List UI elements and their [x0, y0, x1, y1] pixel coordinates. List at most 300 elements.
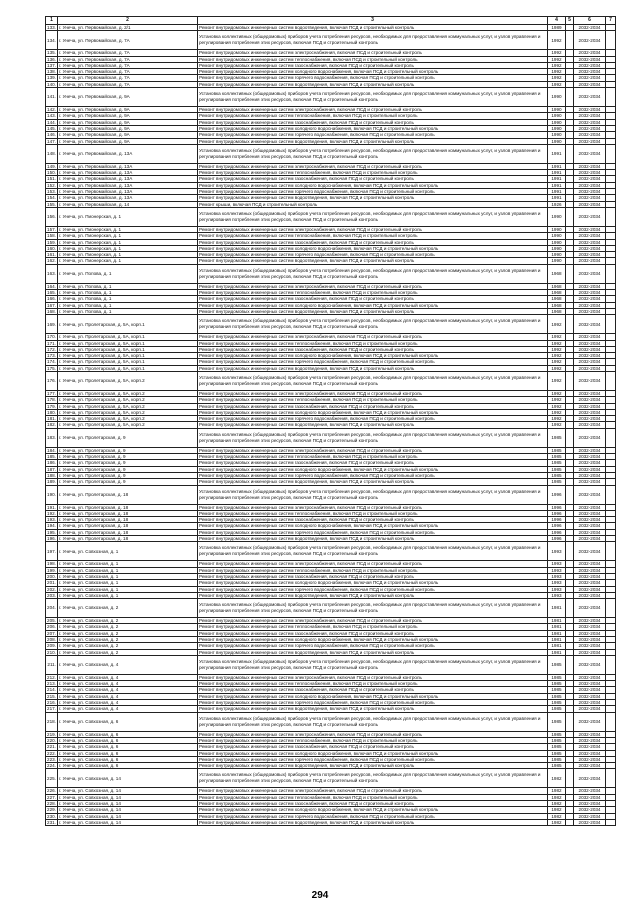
build-year-cell: 1990: [548, 258, 566, 264]
period-cell: 2032-2034: [574, 75, 606, 81]
row-number: 180.: [47, 409, 56, 415]
row-number: 169.: [46, 315, 58, 334]
address-cell: г. Унеча, ул. Первомайская, д. 7А: [58, 81, 198, 87]
row-number: 173.: [47, 353, 56, 359]
build-year-cell: 1981: [548, 643, 566, 649]
empty-cell: [566, 31, 574, 50]
page-number: 294: [311, 890, 329, 901]
build-year-cell: 1996: [548, 536, 566, 542]
work-type-cell: Ремонт внутридомовых инженерных систем горячего водоснабжения, включая ПСД и строительный контроль: [198, 75, 548, 81]
build-year-cell: 1985: [548, 693, 566, 699]
work-type-cell: Ремонт внутридомовых инженерных систем газоснабжения, включая ПСД и строительный контроль: [198, 687, 548, 693]
build-year-cell: 1985: [548, 687, 566, 693]
work-type-cell: Ремонт внутридомовых инженерных систем водоотведения, включая ПСД и строительный контроль: [198, 763, 548, 769]
period-cell: 2032-2034: [574, 706, 606, 712]
work-type-cell: Ремонт внутридомовых инженерных систем теплоснабжения, включая ПСД и строительный контроль: [198, 454, 548, 460]
address-cell: г. Унеча, ул. Попова, д. 1: [58, 290, 198, 296]
work-type-cell: Ремонт внутридомовых инженерных систем холодного водоснабжения, включая ПСД и строительный контроль: [198, 637, 548, 643]
work-type-cell: Ремонт внутридомовых инженерных систем теплоснабжения, включая ПСД и строительный контроль: [198, 56, 548, 62]
work-type-cell: Установка коллективных (общедомовых) приборов учета потребления ресурсов, необходимых для предоставления коммунальных услуг, и узлов управления и регулирования потребления этих ресурсов, включая ПСД и строительный контроль: [198, 315, 548, 334]
address-cell: г. Унеча, ул. Совхозная, д. 6: [58, 756, 198, 762]
header-col-1: 1: [46, 17, 58, 25]
row-number: 175.: [47, 365, 56, 371]
build-year-cell: 1992: [548, 397, 566, 403]
empty-cell: [606, 144, 616, 163]
address-cell: г. Унеча, ул. Совхозная, д. 2: [58, 618, 198, 624]
empty-cell: [566, 769, 574, 788]
address-cell: г. Унеча, ул. Пролетарская, д. 9: [58, 466, 198, 472]
address-cell: г. Унеча, ул. Пролетарская, д. 9: [58, 428, 198, 447]
address-cell: г. Унеча, ул. Первомайская, д. 14: [58, 201, 198, 207]
period-cell: 2032-2034: [574, 813, 606, 819]
address-cell: г. Унеча, ул. Совхозная, д. 6: [58, 737, 198, 743]
row-number: 183.: [46, 428, 58, 447]
period-cell: 2032-2034: [574, 422, 606, 428]
build-year-cell: 1926: [548, 201, 566, 207]
work-type-cell: Ремонт внутридомовых инженерных систем электроснабжения, включая ПСД и строительный контроль: [198, 50, 548, 56]
row-number: 177.: [47, 390, 56, 396]
period-cell: 2032-2034: [574, 315, 606, 334]
period-cell: 2032-2034: [574, 624, 606, 630]
row-number: 167.: [47, 302, 56, 308]
address-cell: г. Унеча, ул. Пролетарская, д. 5А, корп.1: [58, 334, 198, 340]
work-type-cell: Ремонт внутридомовых инженерных систем горячего водоснабжения, включая ПСД и строительный контроль: [198, 643, 548, 649]
empty-cell: [566, 655, 574, 674]
work-type-cell: Ремонт внутридомовых инженерных систем электроснабжения, включая ПСД и строительный контроль: [198, 283, 548, 289]
row-number: 164.: [47, 283, 56, 289]
address-cell: г. Унеча, ул. Пролетарская, д. 18: [58, 517, 198, 523]
row-number: 135.: [47, 50, 56, 56]
work-type-cell: Ремонт внутридомовых инженерных систем электроснабжения, включая ПСД и строительный контроль: [198, 504, 548, 510]
period-cell: 2032-2034: [574, 245, 606, 251]
row-number: 133.: [47, 25, 56, 30]
row-number: 223.: [47, 756, 56, 762]
work-type-cell: Ремонт внутридомовых инженерных систем теплоснабжения, включая ПСД и строительный контроль: [198, 794, 548, 800]
table-row: [46, 428, 616, 447]
build-year-cell: 1992: [548, 56, 566, 62]
build-year-cell: 1991: [548, 176, 566, 182]
build-year-cell: 1992: [548, 359, 566, 365]
header-row: [46, 17, 616, 25]
build-year-cell: 1981: [548, 649, 566, 655]
address-cell: г. Унеча, ул. Первомайская, д. 7А: [58, 62, 198, 68]
table-row: [46, 31, 616, 50]
row-number: 221.: [47, 744, 56, 750]
empty-cell: [606, 31, 616, 50]
row-number: 182.: [47, 422, 56, 428]
table-row: [46, 207, 616, 226]
build-year-cell: 1991: [548, 144, 566, 163]
work-type-cell: Ремонт внутридомовых инженерных систем газоснабжения, включая ПСД и строительный контроль: [198, 630, 548, 636]
build-year-cell: 1985: [548, 466, 566, 472]
row-number: 210.: [47, 649, 56, 655]
work-type-cell: Ремонт внутридомовых инженерных систем водоотведения, включая ПСД и строительный контроль: [198, 819, 548, 825]
period-cell: 2032-2034: [574, 409, 606, 415]
row-number: 225.: [46, 769, 58, 788]
period-cell: 2032-2034: [574, 788, 606, 794]
build-year-cell: 1991: [548, 163, 566, 169]
build-year-cell: 1985: [548, 447, 566, 453]
empty-cell: [606, 819, 616, 825]
empty-cell: [606, 655, 616, 674]
empty-cell: [606, 599, 616, 618]
address-cell: г. Унеча, ул. Совхозная, д. 1: [58, 561, 198, 567]
period-cell: 2032-2034: [574, 359, 606, 365]
row-number: 146.: [47, 132, 56, 138]
row-number: 170.: [47, 334, 56, 340]
address-cell: г. Унеча, ул. Попова, д. 1: [58, 264, 198, 283]
empty-cell: [606, 485, 616, 504]
work-type-cell: Ремонт внутридомовых инженерных систем газоснабжения, включая ПСД и строительный контроль: [198, 801, 548, 807]
period-cell: 2032-2034: [574, 252, 606, 258]
row-number: 165.: [47, 290, 56, 296]
period-cell: 2032-2034: [574, 428, 606, 447]
address-cell: г. Унеча, ул. Пионерская, д. 1: [58, 258, 198, 264]
table-row: [46, 485, 616, 504]
address-cell: г. Унеча, ул. Совхозная, д. 4: [58, 655, 198, 674]
row-number: 174.: [47, 359, 56, 365]
address-cell: г. Унеча, ул. Совхозная, д. 1: [58, 580, 198, 586]
work-type-cell: Ремонт внутридомовых инженерных систем горячего водоснабжения, включая ПСД и строительный контроль: [198, 416, 548, 422]
build-year-cell: 1968: [548, 296, 566, 302]
work-type-cell: Ремонт внутридомовых инженерных систем теплоснабжения, включая ПСД и строительный контроль: [198, 397, 548, 403]
address-cell: г. Унеча, ул. Пролетарская, д. 5А, корп.1: [58, 353, 198, 359]
row-number: 151.: [47, 176, 56, 182]
table-row: [46, 371, 616, 390]
row-number: 205.: [47, 618, 56, 624]
row-number: 157.: [47, 226, 56, 232]
address-cell: г. Унеча, ул. Первомайская, д. 2/1: [58, 25, 198, 31]
work-type-cell: Ремонт внутридомовых инженерных систем холодного водоснабжения, включая ПСД и строительный контроль: [198, 693, 548, 699]
work-type-cell: Ремонт внутридомовых инженерных систем горячего водоснабжения, включая ПСД и строительный контроль: [198, 132, 548, 138]
build-year-cell: 1992: [548, 62, 566, 68]
build-year-cell: 1990: [548, 207, 566, 226]
address-cell: г. Унеча, ул. Первомайская, д. 9А: [58, 138, 198, 144]
empty-cell: [566, 542, 574, 561]
period-cell: 2032-2034: [574, 472, 606, 478]
build-year-cell: 1981: [548, 630, 566, 636]
period-cell: 2032-2034: [574, 283, 606, 289]
row-number: 187.: [47, 466, 56, 472]
work-type-cell: Ремонт внутридомовых инженерных систем холодного водоснабжения, включая ПСД и строительный контроль: [198, 302, 548, 308]
period-cell: 2032-2034: [574, 693, 606, 699]
period-cell: 2032-2034: [574, 807, 606, 813]
period-cell: 2032-2034: [574, 239, 606, 245]
period-cell: 2032-2034: [574, 50, 606, 56]
row-number: 189.: [47, 479, 56, 485]
row-number: 184.: [47, 447, 56, 453]
build-year-cell: 1990: [548, 252, 566, 258]
build-year-cell: 1991: [548, 195, 566, 201]
work-type-cell: Ремонт внутридомовых инженерных систем газоснабжения, включая ПСД и строительный контроль: [198, 744, 548, 750]
row-number: 141.: [46, 88, 58, 107]
build-year-cell: 1991: [548, 189, 566, 195]
address-cell: г. Унеча, ул. Пионерская, д. 1: [58, 239, 198, 245]
period-cell: 2032-2034: [574, 302, 606, 308]
row-number: 191.: [47, 504, 56, 510]
work-type-cell: Установка коллективных (общедомовых) приборов учета потребления ресурсов, необходимых для предоставления коммунальных услуг, и узлов управления и регулирования потребления этих ресурсов, включая ПСД и строительный контроль: [198, 485, 548, 504]
work-type-cell: Ремонт внутридомовых инженерных систем холодного водоснабжения, включая ПСД и строительный контроль: [198, 750, 548, 756]
address-cell: г. Унеча, ул. Первомайская, д. 7А: [58, 75, 198, 81]
work-type-cell: Ремонт внутридомовых инженерных систем теплоснабжения, включая ПСД и строительный контроль: [198, 290, 548, 296]
period-cell: 2032-2034: [574, 542, 606, 561]
build-year-cell: 1993: [548, 580, 566, 586]
row-number: 138.: [47, 69, 56, 75]
address-cell: г. Унеча, ул. Первомайская, д. 9А: [58, 88, 198, 107]
row-number: 179.: [47, 403, 56, 409]
address-cell: г. Унеча, ул. Совхозная, д. 4: [58, 706, 198, 712]
period-cell: 2032-2034: [574, 681, 606, 687]
period-cell: 2032-2034: [574, 416, 606, 422]
address-cell: г. Унеча, ул. Первомайская, д. 13А: [58, 195, 198, 201]
period-cell: 2032-2034: [574, 233, 606, 239]
address-cell: г. Унеча, ул. Совхозная, д. 1: [58, 542, 198, 561]
address-cell: г. Унеча, ул. Пролетарская, д. 5А, корп.2: [58, 397, 198, 403]
work-type-cell: Ремонт внутридомовых инженерных систем электроснабжения, включая ПСД и строительный контроль: [198, 561, 548, 567]
row-number: 231.: [47, 819, 56, 825]
address-cell: г. Унеча, ул. Пионерская, д. 1: [58, 252, 198, 258]
row-number: 198.: [47, 561, 56, 567]
period-cell: 2032-2034: [574, 750, 606, 756]
build-year-cell: 1982: [548, 788, 566, 794]
row-number: 190.: [46, 485, 58, 504]
row-number: 218.: [46, 712, 58, 731]
build-year-cell: 1992: [548, 353, 566, 359]
build-year-cell: 1996: [548, 529, 566, 535]
build-year-cell: 1989: [548, 25, 566, 31]
row-number: 134.: [46, 31, 58, 50]
work-type-cell: Ремонт внутридомовых инженерных систем водоотведения, включая ПСД и строительный контроль: [198, 422, 548, 428]
header-col-5: 5: [566, 17, 574, 25]
work-type-cell: Ремонт внутридомовых инженерных систем газоснабжения, включая ПСД и строительный контроль: [198, 403, 548, 409]
address-cell: г. Унеча, ул. Попова, д. 1: [58, 308, 198, 314]
header-col-3: 3: [198, 17, 548, 25]
period-cell: 2032-2034: [574, 504, 606, 510]
build-year-cell: 1992: [548, 31, 566, 50]
period-cell: 2032-2034: [574, 592, 606, 598]
address-cell: г. Унеча, ул. Совхозная, д. 14: [58, 807, 198, 813]
build-year-cell: 1968: [548, 264, 566, 283]
header-col-4: 4: [548, 17, 566, 25]
build-year-cell: 1985: [548, 681, 566, 687]
address-cell: г. Унеча, ул. Совхозная, д. 2: [58, 630, 198, 636]
build-year-cell: 1985: [548, 700, 566, 706]
work-type-cell: Ремонт внутридомовых инженерных систем водоотведения, включая ПСД и строительный контроль: [198, 195, 548, 201]
address-cell: г. Унеча, ул. Совхозная, д. 4: [58, 693, 198, 699]
table-row: [46, 655, 616, 674]
period-cell: 2032-2034: [574, 687, 606, 693]
row-number: 192.: [47, 510, 56, 516]
empty-cell: [566, 712, 574, 731]
row-number: 153.: [47, 189, 56, 195]
build-year-cell: 1981: [548, 618, 566, 624]
row-number: 178.: [47, 397, 56, 403]
row-number: 163.: [46, 264, 58, 283]
work-type-cell: Установка коллективных (общедомовых) приборов учета потребления ресурсов, необходимых для предоставления коммунальных услуг, и узлов управления и регулирования потребления этих ресурсов, включая ПСД и строительный контроль: [198, 542, 548, 561]
address-cell: г. Унеча, ул. Пролетарская, д. 5А, корп.2: [58, 403, 198, 409]
address-cell: г. Унеча, ул. Пролетарская, д. 9: [58, 447, 198, 453]
build-year-cell: 1993: [548, 542, 566, 561]
build-year-cell: 1982: [548, 819, 566, 825]
build-year-cell: 1985: [548, 731, 566, 737]
work-type-cell: Установка коллективных (общедомовых) приборов учета потребления ресурсов, необходимых для предоставления коммунальных услуг, и узлов управления и регулирования потребления этих ресурсов, включая ПСД и строительный контроль: [198, 712, 548, 731]
address-cell: г. Унеча, ул. Пионерская, д. 1: [58, 233, 198, 239]
period-cell: 2032-2034: [574, 510, 606, 516]
build-year-cell: 1992: [548, 340, 566, 346]
row-number: 204.: [46, 599, 58, 618]
row-number: 216.: [47, 700, 56, 706]
period-cell: 2032-2034: [574, 226, 606, 232]
work-type-cell: Ремонт внутридомовых инженерных систем водоотведения, включая ПСД и строительный контроль: [198, 138, 548, 144]
work-type-cell: Установка коллективных (общедомовых) приборов учета потребления ресурсов, необходимых для предоставления коммунальных услуг, и узлов управления и регулирования потребления этих ресурсов, включая ПСД и строительный контроль: [198, 428, 548, 447]
address-cell: г. Унеча, ул. Совхозная, д. 1: [58, 586, 198, 592]
work-type-cell: Установка коллективных (общедомовых) приборов учета потребления ресурсов, необходимых для предоставления коммунальных услуг, и узлов управления и регулирования потребления этих ресурсов, включая ПСД и строительный контроль: [198, 264, 548, 283]
build-year-cell: 1990: [548, 125, 566, 131]
build-year-cell: 1992: [548, 409, 566, 415]
work-type-cell: Ремонт внутридомовых инженерных систем газоснабжения, включая ПСД и строительный контроль: [198, 517, 548, 523]
address-cell: г. Унеча, ул. Пролетарская, д. 5А, корп.1: [58, 340, 198, 346]
address-cell: г. Унеча, ул. Пролетарская, д. 9: [58, 460, 198, 466]
row-number: 166.: [47, 296, 56, 302]
build-year-cell: 1990: [548, 132, 566, 138]
period-cell: 2032-2034: [574, 296, 606, 302]
period-cell: 2032-2034: [574, 643, 606, 649]
empty-cell: [566, 485, 574, 504]
work-type-cell: Ремонт внутридомовых инженерных систем электроснабжения, включая ПСД и строительный контроль: [198, 731, 548, 737]
row-number: 197.: [46, 542, 58, 561]
build-year-cell: 1992: [548, 346, 566, 352]
period-cell: 2032-2034: [574, 737, 606, 743]
row-number: 154.: [47, 195, 56, 201]
period-cell: 2032-2034: [574, 189, 606, 195]
work-type-cell: Ремонт внутридомовых инженерных систем теплоснабжения, включая ПСД и строительный контроль: [198, 510, 548, 516]
build-year-cell: 1992: [548, 315, 566, 334]
work-type-cell: Ремонт внутридомовых инженерных систем водоотведения, включая ПСД и строительный контроль: [198, 649, 548, 655]
work-type-cell: Ремонт внутридомовых инженерных систем водоотведения, включая ПСД и строительный контроль: [198, 81, 548, 87]
address-cell: г. Унеча, ул. Совхозная, д. 14: [58, 769, 198, 788]
row-number: 196.: [47, 536, 56, 542]
row-number: 220.: [47, 737, 56, 743]
build-year-cell: 1992: [548, 390, 566, 396]
address-cell: г. Унеча, ул. Первомайская, д. 7А: [58, 50, 198, 56]
period-cell: 2032-2034: [574, 258, 606, 264]
address-cell: г. Унеча, ул. Совхозная, д. 2: [58, 649, 198, 655]
build-year-cell: 1990: [548, 226, 566, 232]
work-type-cell: Установка коллективных (общедомовых) приборов учета потребления ресурсов, необходимых для предоставления коммунальных услуг, и узлов управления и регулирования потребления этих ресурсов, включая ПСД и строительный контроль: [198, 599, 548, 618]
row-number: 219.: [47, 731, 56, 737]
period-cell: 2032-2034: [574, 371, 606, 390]
work-type-cell: Ремонт внутридомовых инженерных систем горячего водоснабжения, включая ПСД и строительный контроль: [198, 252, 548, 258]
empty-cell: [566, 264, 574, 283]
address-cell: г. Унеча, ул. Пролетарская, д. 5А, корп.1: [58, 315, 198, 334]
build-year-cell: 1982: [548, 769, 566, 788]
build-year-cell: 1992: [548, 416, 566, 422]
address-cell: г. Унеча, ул. Совхозная, д. 2: [58, 637, 198, 643]
row-number: 159.: [47, 239, 56, 245]
work-type-cell: Ремонт крыши, включая ПСД и строительный контроль: [198, 201, 548, 207]
period-cell: 2032-2034: [574, 308, 606, 314]
period-cell: 2032-2034: [574, 176, 606, 182]
document-page: [45, 16, 615, 826]
build-year-cell: 1990: [548, 113, 566, 119]
header-col-7: 7: [606, 17, 616, 25]
table-row: [46, 88, 616, 107]
table-row: [46, 769, 616, 788]
address-cell: г. Унеча, ул. Первомайская, д. 9А: [58, 125, 198, 131]
row-number: 188.: [47, 472, 56, 478]
address-cell: г. Унеча, ул. Пролетарская, д. 18: [58, 523, 198, 529]
work-type-cell: Ремонт внутридомовых инженерных систем газоснабжения, включая ПСД и строительный контроль: [198, 460, 548, 466]
row-number: 162.: [47, 258, 56, 264]
period-cell: 2032-2034: [574, 523, 606, 529]
row-number: 217.: [47, 706, 56, 712]
row-number: 158.: [47, 233, 56, 239]
row-number: 150.: [47, 170, 56, 176]
row-number: 194.: [47, 523, 56, 529]
row-number: 207.: [47, 630, 56, 636]
address-cell: г. Унеча, ул. Совхозная, д. 14: [58, 801, 198, 807]
work-type-cell: Ремонт внутридомовых инженерных систем газоснабжения, включая ПСД и строительный контроль: [198, 573, 548, 579]
row-number: 136.: [47, 56, 56, 62]
row-number: 212.: [47, 674, 56, 680]
row-number: 214.: [47, 687, 56, 693]
row-number: 213.: [47, 681, 56, 687]
build-year-cell: 1992: [548, 365, 566, 371]
period-cell: 2032-2034: [574, 56, 606, 62]
period-cell: 2032-2034: [574, 88, 606, 107]
period-cell: 2032-2034: [574, 397, 606, 403]
table-row: [46, 144, 616, 163]
work-type-cell: Ремонт внутридомовых инженерных систем теплоснабжения, включая ПСД и строительный контроль: [198, 170, 548, 176]
work-type-cell: Ремонт внутридомовых инженерных систем горячего водоснабжения, включая ПСД и строительный контроль: [198, 359, 548, 365]
row-number: 148.: [46, 144, 58, 163]
row-number: 145.: [47, 125, 56, 131]
period-cell: 2032-2034: [574, 107, 606, 113]
work-type-cell: Ремонт внутридомовых инженерных систем горячего водоснабжения, включая ПСД и строительный контроль: [198, 472, 548, 478]
build-year-cell: 1991: [548, 170, 566, 176]
address-cell: г. Унеча, ул. Совхозная, д. 6: [58, 744, 198, 750]
work-type-cell: Ремонт внутридомовых инженерных систем электроснабжения, включая ПСД и строительный контроль: [198, 107, 548, 113]
build-year-cell: 1985: [548, 737, 566, 743]
row-number: 228.: [47, 801, 56, 807]
table-row: [46, 599, 616, 618]
address-cell: г. Унеча, ул. Пионерская, д. 1: [58, 207, 198, 226]
address-cell: г. Унеча, ул. Попова, д. 1: [58, 283, 198, 289]
period-cell: 2032-2034: [574, 567, 606, 573]
build-year-cell: 1993: [548, 561, 566, 567]
row-number: 185.: [47, 454, 56, 460]
period-cell: 2032-2034: [574, 207, 606, 226]
build-year-cell: 1982: [548, 794, 566, 800]
row-number: 201.: [47, 580, 56, 586]
build-year-cell: 1992: [548, 81, 566, 87]
address-cell: г. Унеча, ул. Первомайская, д. 9А: [58, 119, 198, 125]
period-cell: 2032-2034: [574, 201, 606, 207]
row-number: 215.: [47, 693, 56, 699]
period-cell: 2032-2034: [574, 536, 606, 542]
period-cell: 2032-2034: [574, 466, 606, 472]
work-type-cell: Ремонт внутридомовых инженерных систем горячего водоснабжения, включая ПСД и строительный контроль: [198, 586, 548, 592]
period-cell: 2032-2034: [574, 340, 606, 346]
work-type-cell: Ремонт внутридомовых инженерных систем горячего водоснабжения, включая ПСД и строительный контроль: [198, 700, 548, 706]
build-year-cell: 1992: [548, 422, 566, 428]
address-cell: г. Унеча, ул. Совхозная, д. 1: [58, 567, 198, 573]
build-year-cell: 1968: [548, 302, 566, 308]
build-year-cell: 1990: [548, 107, 566, 113]
period-cell: 2032-2034: [574, 769, 606, 788]
period-cell: 2032-2034: [574, 69, 606, 75]
empty-cell: [606, 207, 616, 226]
